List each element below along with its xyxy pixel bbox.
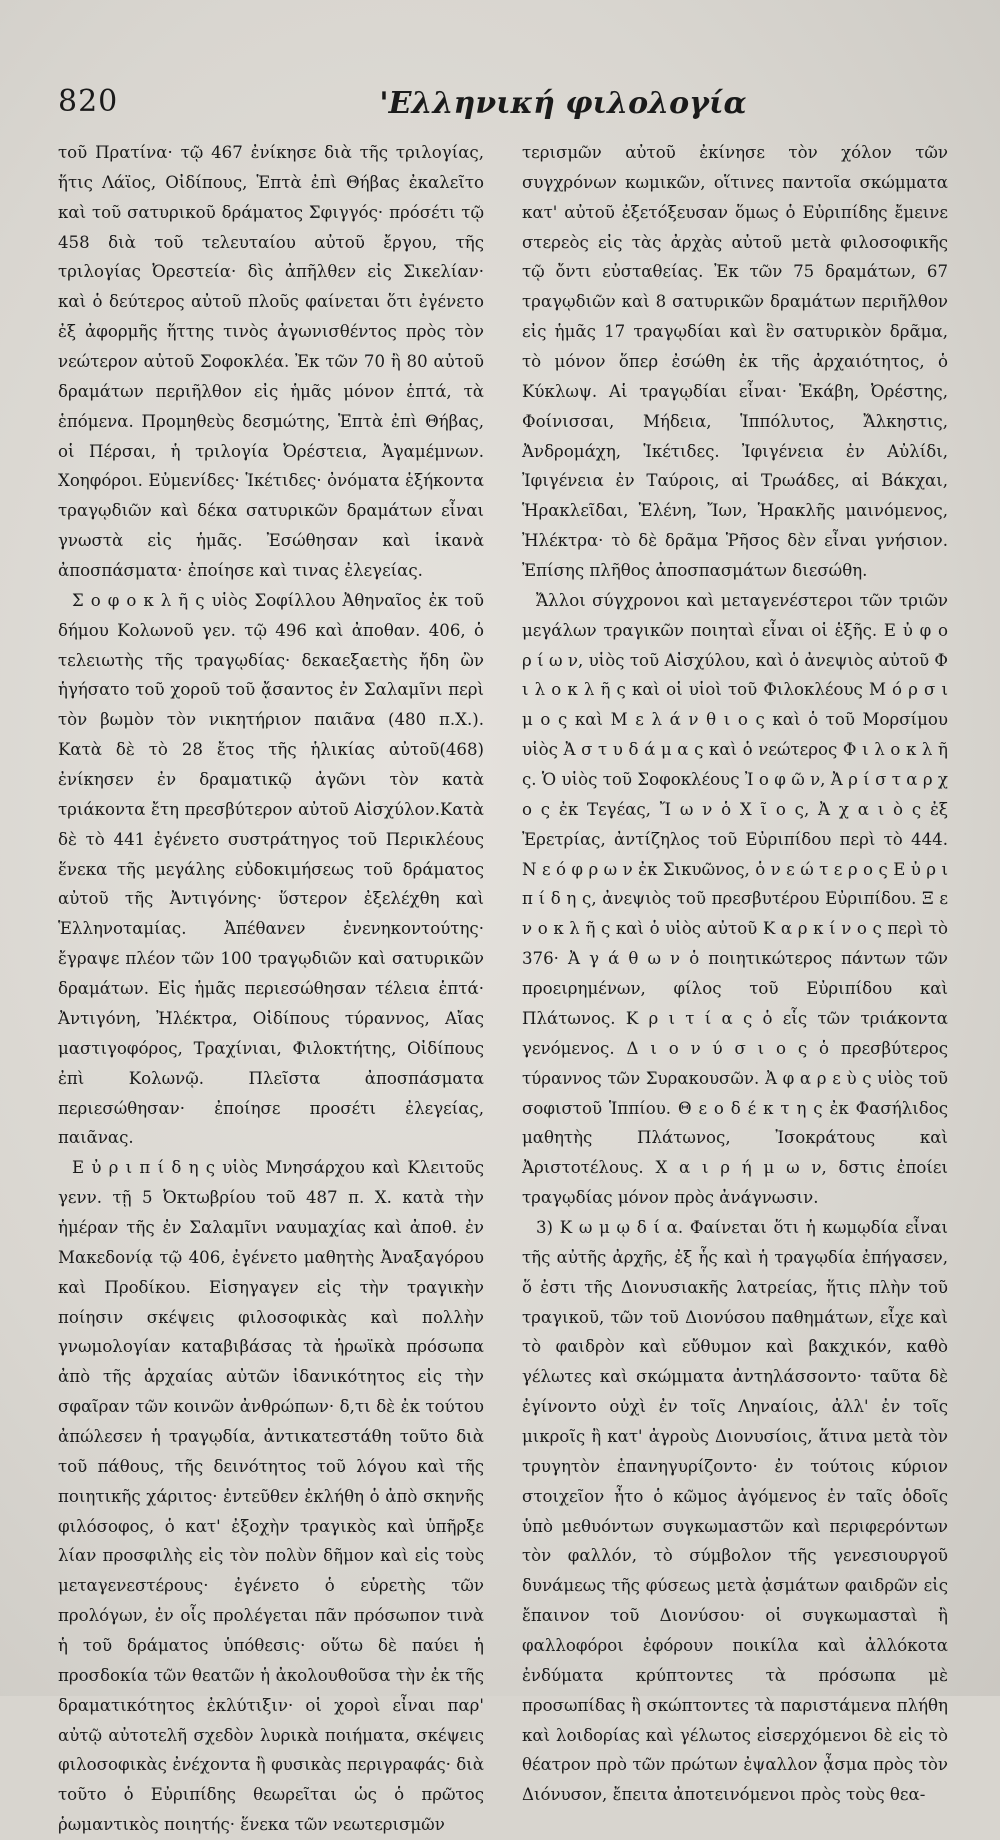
paragraph-aeschylus: τοῦ Πρατίνα· τῷ 467 ἐνίκησε διὰ τῆς τριλογίας, ἥτις Λάϊος, Οἰδίπους, Ἑπτὰ ἐπὶ Θήβας ἐκαλεῖτο καὶ τοῦ σατυρικοῦ δράματος Σφιγγός· πρόσέτι τῷ 458 διὰ τοῦ τελευταίου αὐτοῦ ἔργου, τῆς τριλογίας Ὀρεστεία· δὶς ἀπῆλθεν εἰς Σικελίαν· καὶ ὁ δεύτερος αὐτοῦ πλοῦς φαίνεται ὅτι ἐγένετο ἐξ ἀφορμῆς ἥττης τινὸς ἀγωνισθέντος πρὸς τὸν νεώτερον αὐτοῦ Σοφοκλέα. Ἐκ τῶν 70 ἢ 80 αὐτοῦ δραμάτων περιῆλθον εἰς ἡμᾶς μόνον ἑπτά, τὰ ἑπόμενα. Προμηθεὺς δεσμώτης, Ἑπτὰ ἐπὶ Θήβας, οἱ Πέρσαι, ἡ τριλογία Ὀρέστεια, Ἀγαμέμνων. Χοηφόροι. Εὐμενίδες· Ἱκέτιδες· ὀνόματα ἑξήκοντα τραγῳδιῶν καὶ δέκα σατυρικῶν δραμάτων εἶναι γνωστὰ εἰς ἡμᾶς. Ἐσώθησαν καὶ ἱκανὰ ἀποσπάσματα· ἐποίησε καὶ τινας ἐλεγείας. xyxy=(58,143,484,581)
left-column xyxy=(58,138,484,1835)
paragraph-sophocles: Σ ο φ ο κ λ ῆ ς υἱὸς Σοφίλλου Ἀθηναῖος ἐκ τοῦ δήμου Κολωνοῦ γεν. τῷ 496 καὶ ἀποθαν. 406, ὁ τελειωτὴς τῆς τραγῳδίας· δεκαεξαετὴς ἤδη ὢν ἡγήσατο τοῦ χοροῦ τοῦ ᾄσαντος ἐν Σαλαμῖνι περὶ τὸν βωμὸν τὸν νικητήριον παιᾶνα (480 π.Χ.). Κατὰ δὲ τὸ 28 ἔτος τῆς ἡλικίας αὐτοῦ(468) ἐνίκησεν ἐν δραματικῷ ἀγῶνι τὸν κατὰ τριάκοντα ἔτη πρεσβύτερον αὐτοῦ Αἰσχύλον.Κατὰ δὲ τὸ 441 ἐγένετο συστράτηγος τοῦ Περικλέους ἕνεκα τῆς μεγάλης εὐδοκιμήσεως τοῦ δράματος αὐτοῦ τῆς Ἀντιγόνης· ὕστερον ἐξελέχθη καὶ Ἑλληνοταμίας. Ἀπέθανεν ἐνενηκοντούτης· ἔγραψε πλέον τῶν 100 τραγῳδιῶν καὶ σατυρικῶν δραμάτων. Εἰς ἡμᾶς περιεσώθησαν τέλεια ἑπτά· Ἀντιγόνη, Ἠλέκτρα, Οἰδίπους τύραννος, Αἴας μαστιγοφόρος, Τραχίνιαι, Φιλοκτήτης, Οἰδίπους ἐπὶ Κολωνῷ. Πλεῖστα ἀποσπάσματα περιεσώθησαν· ἐποίησε προσέτι ἐλεγείας, παιᾶνας. xyxy=(58,590,484,1148)
paragraph-euripides: Ε ὐ ρ ι π ί δ η ς υἱὸς Μνησάρχου καὶ Κλειτοῦς γενν. τῇ 5 Ὀκτωβρίου τοῦ 487 π. Χ. κατὰ τὴν ἡμέραν τῆς ἐν Σαλαμῖνι ναυμαχίας καὶ ἀποθ. ἐν Μακεδονίᾳ τῷ 406, ἐγένετο μαθητὴς Ἀναξαγόρου καὶ Προδίκου. Εἰσηγαγεν εἰς τὴν τραγικὴν ποίησιν σκέψεις φιλοσοφικὰς καὶ πολλὴν γνωμολογίαν καταβιβάσας τὰ ἡρωϊκὰ πρόσωπα ἀπὸ τῆς ἀρχαίας αὐτῶν ἰδανικότητος εἰς τὴν σφαῖραν τῶν κοινῶν ἀνθρώπων· δ,τι δὲ ἐκ τούτου ἀπώλεσεν ἡ τραγῳδία, ἀντικατεστάθη τοῦτο διὰ τοῦ πάθους, τῆς δεινότητος τοῦ λόγου καὶ τῆς ποιητικῆς χάριτος· ἐντεῦθεν ἐκλήθη ὁ ἀπὸ σκηνῆς φιλόσοφος, ὁ κατ' ἐξοχὴν τραγικὸς καὶ ὑπῆρξε λίαν προσφιλὴς εἰς τὸν πολὺν δῆμον καὶ εἰς τοὺς μεταγενεστέρους· ἐγένετο ὁ εὑρετὴς τῶν προλόγων, ἐν οἷς προλέγεται πᾶν πρόσωπον τινὰ ἡ τοῦ δράματος ὑπόθεσις· οὕτω δὲ παύει ἡ προσδοκία τῶν θεατῶν ἡ ἀκολουθοῦσα τὴν ἐκ τῆς δραματικότητος ἐκλύτιξιν· οἱ χοροὶ εἶναι παρ' αὐτῷ αὐτοτελῆ σχεδὸν λυρικὰ ποιήματα, σκέψεις φιλοσοφικὰς ἐνέχοντα ἢ φυσικὰς περιγραφάς· διὰ τοῦτο ὁ Εὐριπίδης θεωρεῖται ὡς ὁ πρῶτος ῥωμαντικὸς ποιητής· ἕνεκα τῶν νεωτερισμῶν xyxy=(58,1158,484,1835)
running-title: 'Ελληνική φιλολογία xyxy=(379,86,747,121)
paragraph-euripides-continued: τερισμῶν αὐτοῦ ἐκίνησε τὸν χόλον τῶν συγχρόνων κωμικῶν, οἵτινες παντοῖα σκώμματα κατ' αὐτοῦ ἐξετόξευσαν ὅμως ὁ Εὐριπίδης ἔμεινε στερεὸς εἰς τὰς ἀρχὰς αὐτοῦ μετὰ φιλοσοφικῆς τῷ ὄντι εὐσταθείας. Ἐκ τῶν 75 δραμάτων, 67 τραγῳδιῶν καὶ 8 σατυρικῶν δραμάτων περιῆλθον εἰς ἡμᾶς 17 τραγῳδίαι καὶ ἓν σατυρικὸν δρᾶμα, τὸ μόνον ὅπερ ἐσώθη ἐκ τῆς ἀρχαιότητος, ὁ Κύκλωψ. Αἱ τραγῳδίαι εἶναι· Ἑκάβη, Ὀρέστης, Φοίνισσαι, Μήδεια, Ἱππόλυτος, Ἄλκηστις, Ἀνδρομάχη, Ἱκέτιδες. Ἰφιγένεια ἐν Αὐλίδι, Ἰφιγένεια ἐν Ταύροις, αἱ Τρωάδες, αἱ Βάκχαι, Ἡρακλεῖδαι, Ἑλένη, Ἴων, Ἡρακλῆς μαινόμενος, Ἠλέκτρα· τὸ δὲ δρᾶμα Ῥῆσος δὲν εἶναι γνήσιον. Ἐπίσης πλῆθος ἀποσπασμάτων διεσώθη. xyxy=(522,143,948,581)
page-header xyxy=(58,84,948,124)
page-number: 820 xyxy=(58,84,119,119)
paragraph-other-tragedians: Ἄλλοι σύγχρονοι καὶ μεταγενέστεροι τῶν τριῶν μεγάλων τραγικῶν ποιηταὶ εἶναι οἱ ἑξῆς. Ε ὐ φ ο ρ ί ω ν, υἱὸς τοῦ Αἰσχύλου, καὶ ὁ ἀνεψιὸς αὐτοῦ Φ ι λ ο κ λ ῆ ς καὶ οἱ υἱοὶ τοῦ Φιλοκλέους Μ ό ρ σ ι μ ο ς καὶ Μ ε λ ά ν θ ι ο ς καὶ ὁ τοῦ Μορσίμου υἱὸς Ἀ σ τ υ δ ά μ α ς καὶ ὁ νεώτερος Φ ι λ ο κ λ ῆ ς. Ὁ υἱὸς τοῦ Σοφοκλέους Ἰ ο φ ῶ ν, Ἀ ρ ί σ τ α ρ χ ο ς ἐκ Τεγέας, Ἴ ω ν ὁ Χ ῖ ο ς, Ἀ χ α ι ὸ ς ἐξ Ἐρετρίας, ἀντίζηλος τοῦ Εὐριπίδου περὶ τὸ 444. Ν ε ό φ ρ ω ν ἐκ Σικυῶνος, ὁ ν ε ώ τ ε ρ ο ς Ε ὐ ρ ι π ί δ η ς, ἀνεψιὸς τοῦ πρεσβυτέρου Εὐριπίδου. Ξ ε ν ο κ λ ῆ ς καὶ ὁ υἱὸς αὐτοῦ Κ α ρ κ ί ν ο ς περὶ τὸ 376· Ἀ γ ά θ ω ν ὁ ποιητικώτερος πάντων τῶν προειρημένων, φίλος τοῦ Εὐριπίδου καὶ Πλάτωνος. Κ ρ ι τ ί α ς ὁ εἷς τῶν τριάκοντα γενόμενος. Δ ι ο ν ύ σ ι ο ς ὁ πρεσβύτερος τύραννος τῶν Συρακουσῶν. Ἀ φ α ρ ε ὺ ς υἱὸς τοῦ σοφιστοῦ Ἱππίου. Θ ε ο δ έ κ τ η ς ἐκ Φασήλιδος μαθητὴς Πλάτωνος, Ἰσοκράτους καὶ Ἀριστοτέλους. Χ α ι ρ ή μ ω ν, δστις ἐποίει τραγῳδίας μόνον πρὸς ἀνάγνωσιν. xyxy=(522,590,948,1208)
paragraph-comedy: 3) Κ ω μ ῳ δ ί α. Φαίνεται ὅτι ἡ κωμῳδία εἶναι τῆς αὐτῆς ἀρχῆς, ἐξ ἧς καὶ ἡ τραγῳδία ἐπήγασεν, ὅ ἐστι τῆς Διονυσιακῆς λατρείας, ἥτις πλὴν τοῦ τραγικοῦ, τῶν τοῦ Διονύσου παθημάτων, εἶχε καὶ τὸ φαιδρὸν καὶ εὔθυμον καὶ βακχικόν, καθὸ γέλωτες καὶ σκώμματα ἀντηλάσσοντο· ταῦτα δὲ ἐγίνοντο οὐχὶ ἐν τοῖς Ληναίοις, ἀλλ' ἐν τοῖς μικροῖς ἢ κατ' ἀγροὺς Διονυσίοις, ἅτινα μετὰ τὸν τρυγητὸν ἐπανηγυρίζοντο· ἐν τούτοις κύριον στοιχεῖον ἦτο ὁ κῶμος ἀγόμενος ἐν ταῖς ὁδοῖς ὑπὸ μεθυόντων συγκωμαστῶν καὶ περιφερόντων τὸν φαλλόν, τὸ σύμβολον τῆς γενεσιουργοῦ δυνάμεως τῆς φύσεως μετὰ ᾀσμάτων φαιδρῶν εἰς ἔπαινον τοῦ Διονύσου· οἱ συγκωμασταὶ ἢ φαλλοφόροι ἐφόρουν ποικίλα καὶ ἀλλόκοτα ἐνδύματα κρύπτοντες τὰ πρόσωπα μὲ προσωπίδας ἢ σκώπτοντες τὰ παριστάμενα πλήθη καὶ λοιδορίας καὶ γέλωτος εἰσερχόμενοι δὲ εἰς τὸ θέατρον πρὸ τῶν πρώτων ἐψαλλον ᾆσμα πρὸς τὸν Διόνυσον, ἔπειτα ἀποτεινόμενοι πρὸς τοὺς θεα- xyxy=(522,1217,948,1805)
right-column xyxy=(522,138,948,1805)
text-columns xyxy=(58,138,948,1835)
